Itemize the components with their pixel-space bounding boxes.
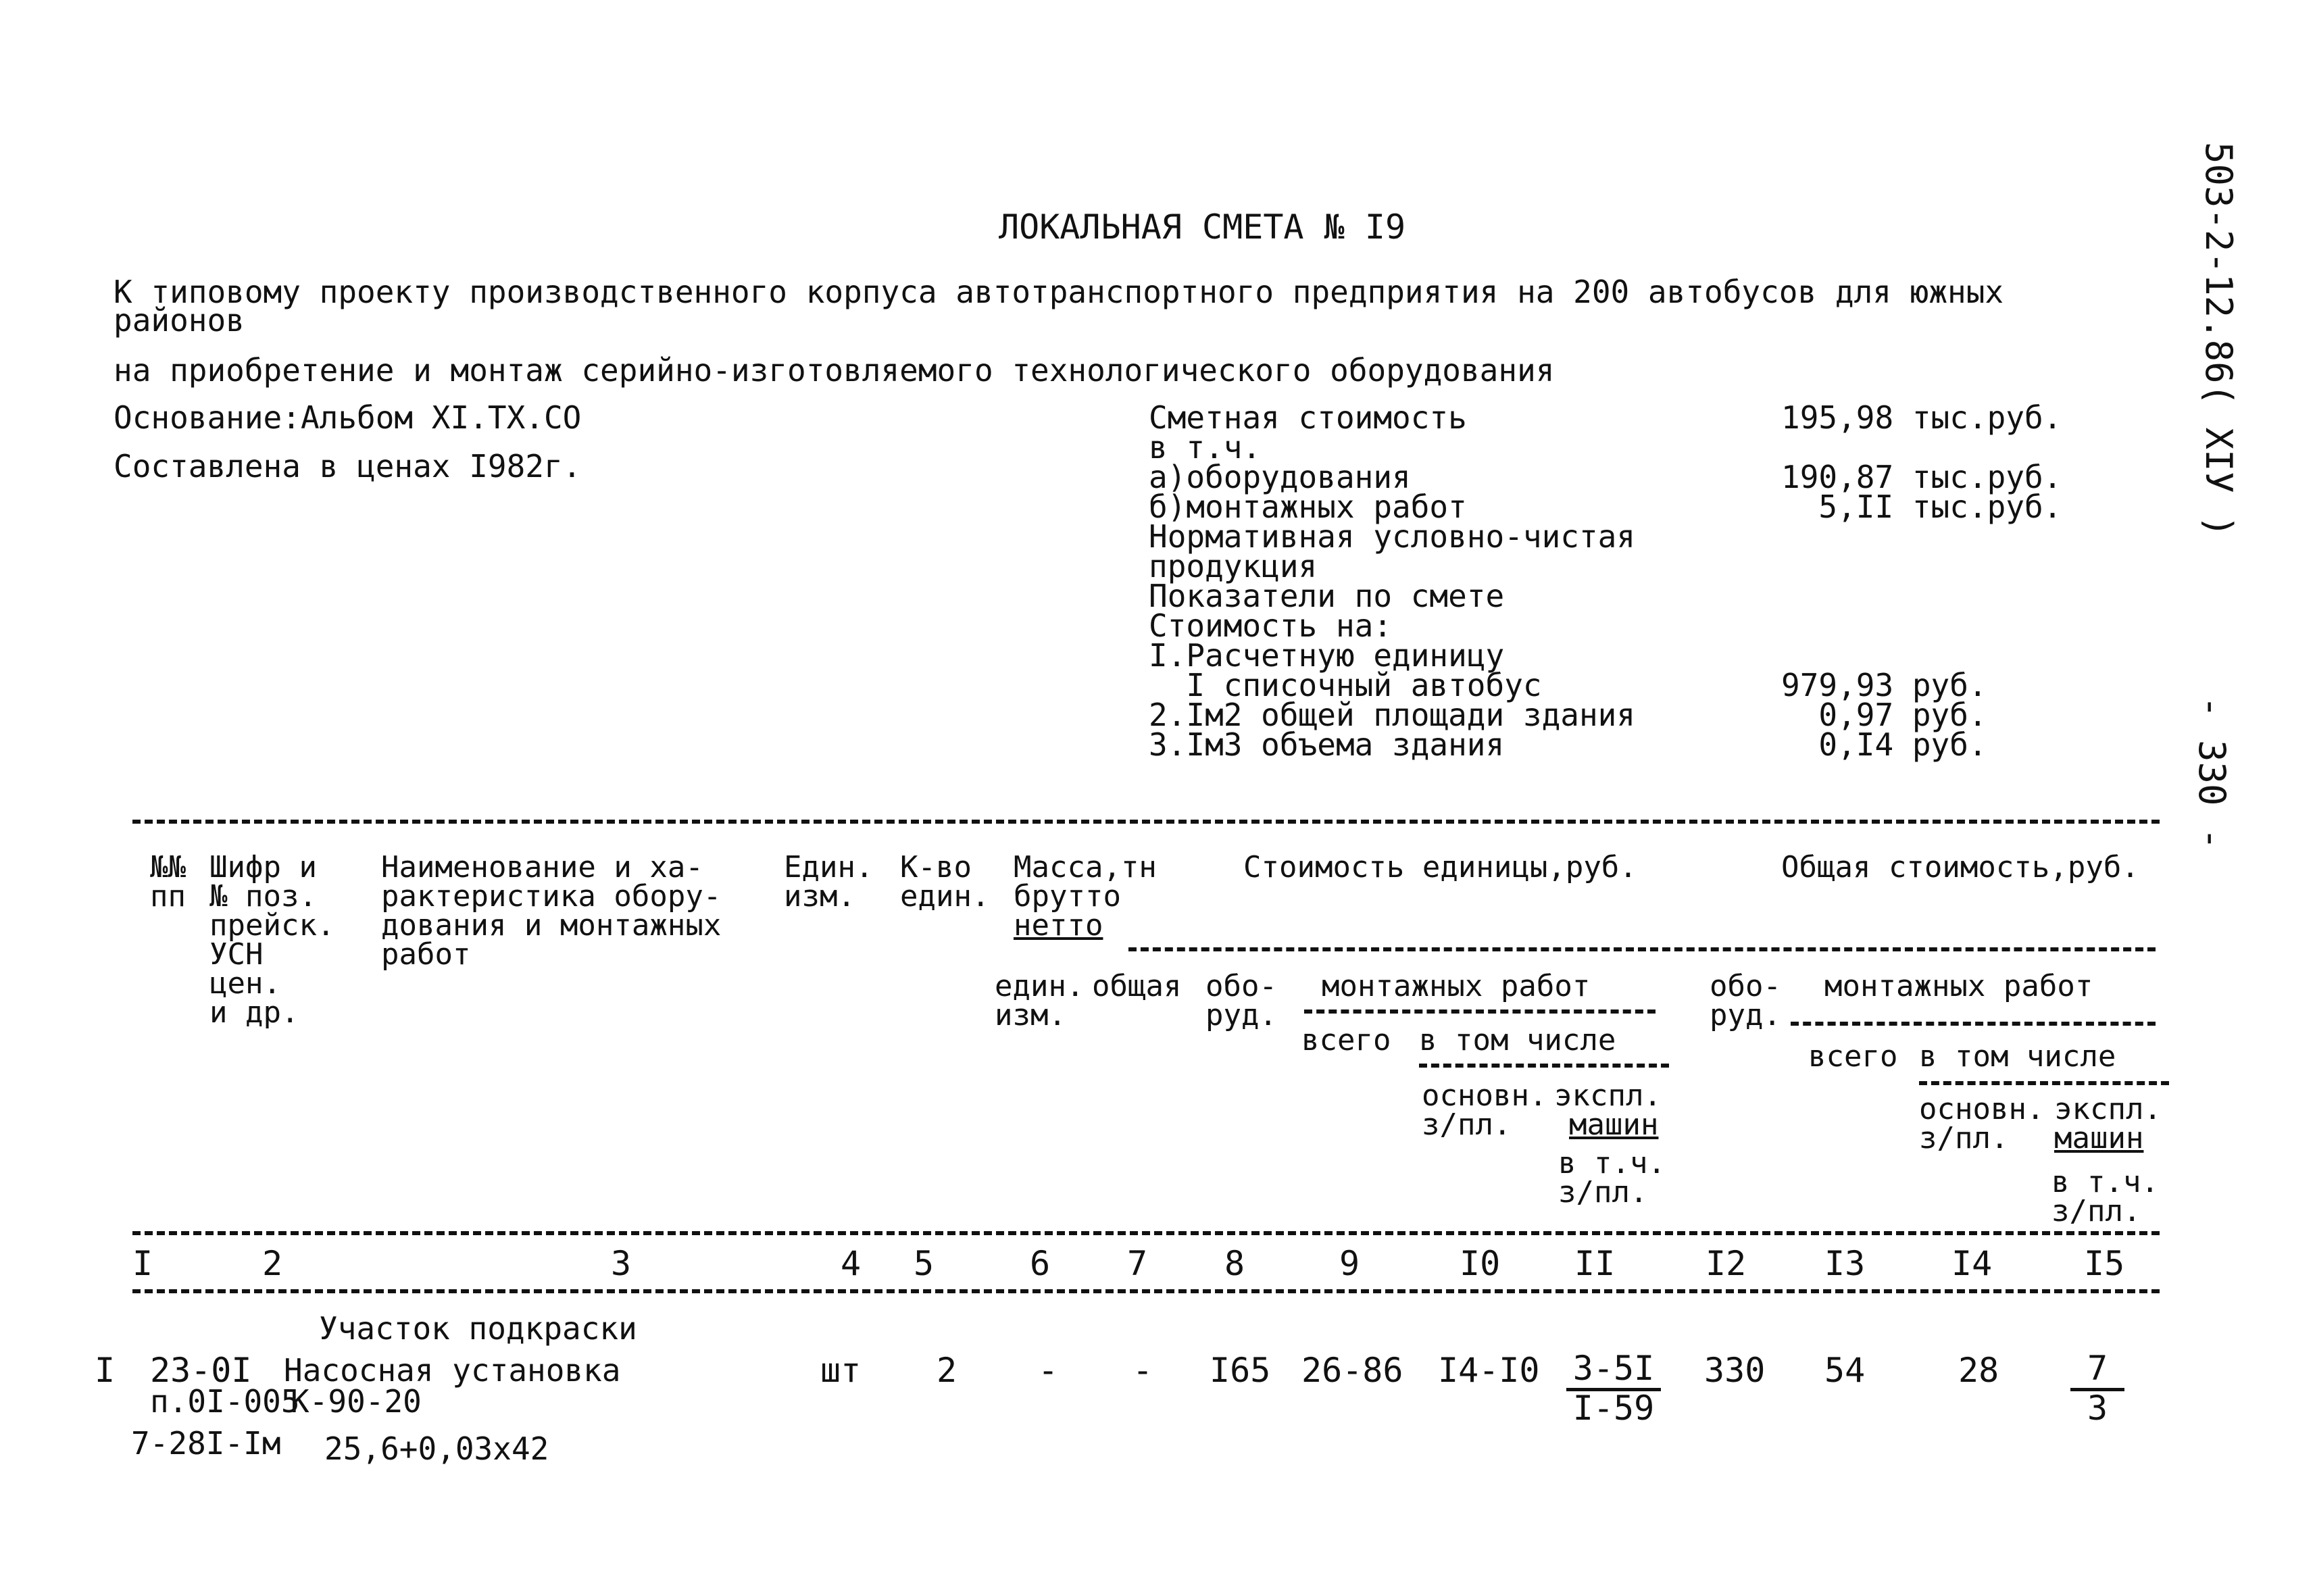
header-mount-total-all: всего	[1808, 1039, 1898, 1074]
row-unit: шт	[820, 1351, 862, 1390]
header-equip-total: обо- руд.	[1710, 969, 1781, 1032]
header-machine-unit-u: машин	[1569, 1107, 1659, 1142]
header-mass-total: общая	[1092, 969, 1182, 1003]
header-num: №№ пп	[150, 850, 186, 914]
col-num-1: I	[132, 1244, 153, 1283]
summary-labels: Сметная стоимость в т.ч. а)оборудования б)монтажных работ Нормативная условно-чистая продукция Показатели по смете Стоимость на: I.Расчетную единицу I списочный автобус 2.Iм2 общей площади здания 3.Iм3 объема здания	[1149, 399, 1636, 763]
col-num-6: 6	[1030, 1244, 1051, 1283]
header-incl-total: в том числе	[1919, 1039, 2116, 1074]
col-num-2: 2	[262, 1244, 283, 1283]
row-machine-total-fraction: $\frac{7}{3}$	[2070, 1351, 2124, 1425]
document-title: ЛОКАЛЬНАЯ СМЕТА № I9	[999, 207, 1406, 247]
basis-text: Основание:Альбом ХІ.ТХ.СО	[114, 399, 582, 436]
side-document-code: 503-2-12.86( ХІУ )	[2197, 142, 2240, 538]
subtitle-line-2: районов	[114, 302, 245, 339]
row-mount-total-all: 54	[1824, 1351, 1866, 1390]
row-base-wage-total: 28	[1958, 1351, 1999, 1390]
section-title: Участок подкраски	[319, 1310, 637, 1347]
table-top-rule	[132, 820, 2160, 824]
col-num-10: I0	[1460, 1244, 1501, 1283]
summary-values: 195,98 тыс.руб. 190,87 тыс.руб. 5,II тыс.руб. 979,93 руб. 0,97 руб. 0,I4 руб.	[1781, 399, 2062, 763]
header-rule-mount-total	[1791, 1022, 2156, 1026]
row-code-line-3: 7-28I-Iм	[131, 1425, 281, 1462]
row-mount-total-unit: 26-86	[1301, 1351, 1403, 1390]
col-num-14: I4	[1951, 1244, 1993, 1283]
row-number: I	[95, 1351, 116, 1390]
prices-text: Составлена в ценах I982г.	[114, 448, 582, 484]
col-num-8: 8	[1224, 1244, 1245, 1283]
col-num-4: 4	[841, 1244, 862, 1283]
header-rule-incl-total	[1919, 1081, 2169, 1085]
subtitle-line-3: на приобретение и монтаж серийно-изготовляемого технологического оборудования	[114, 352, 1555, 389]
header-unit: Един. изм.	[784, 850, 874, 914]
header-rule-incl-unit	[1419, 1064, 1669, 1068]
header-mount-total-unit: всего	[1301, 1023, 1391, 1057]
row-name-line-3: 25,6+0,03х42	[324, 1430, 549, 1467]
row-qty: 2	[937, 1351, 957, 1390]
col-num-12: I2	[1706, 1244, 1747, 1283]
header-machine-wage-unit: в т.ч. з/пл.	[1558, 1146, 1666, 1210]
row-mass-total: -	[1132, 1351, 1153, 1390]
row-name-line-2: К-90-20	[291, 1383, 422, 1420]
row-code-line-2: п.0I-005	[150, 1383, 300, 1420]
header-machine-unit: экспл.	[1554, 1078, 1662, 1113]
row-equip-unit: I65	[1210, 1351, 1271, 1390]
row-name: Насосная установка	[284, 1352, 621, 1389]
row-equip-total: 330	[1704, 1351, 1766, 1390]
header-unit-cost: Стоимость единицы,руб.	[1243, 850, 1637, 884]
header-base-wage-unit: основн. з/пл.	[1422, 1078, 1547, 1142]
header-incl-unit: в том числе	[1419, 1023, 1616, 1057]
header-mass: Масса,тн брутто	[1014, 850, 1157, 914]
row-machine-unit-fraction: $\frac{3-5I}{I-59}$	[1566, 1351, 1661, 1425]
column-numbers-top-rule	[132, 1231, 2160, 1235]
header-machine-wage-total: в т.ч. з/пл.	[2051, 1165, 2159, 1228]
col-num-7: 7	[1127, 1244, 1148, 1283]
col-num-11: II	[1574, 1244, 1616, 1283]
header-mass-netto: нетто	[1014, 908, 1103, 943]
header-rule-mass	[1128, 947, 2156, 951]
header-mount-unit: монтажных работ	[1322, 969, 1591, 1003]
col-num-9: 9	[1339, 1244, 1360, 1283]
col-num-3: 3	[611, 1244, 632, 1283]
column-numbers-bottom-rule	[132, 1289, 2160, 1293]
header-rule-mount-unit	[1304, 1009, 1656, 1014]
col-num-15: I5	[2084, 1244, 2125, 1283]
header-mass-per-unit: един. изм.	[995, 969, 1085, 1032]
header-name: Наименование и ха- рактеристика обору- дования и монтажных работ	[381, 850, 722, 972]
col-num-5: 5	[914, 1244, 935, 1283]
page-number: - 330 -	[2191, 696, 2233, 850]
header-base-wage-total: основн. з/пл.	[1919, 1092, 2045, 1155]
row-mass-unit: -	[1038, 1351, 1059, 1390]
header-machine-total: экспл.	[2054, 1092, 2162, 1126]
header-code: Шифр и № поз. прейск. УСН цен. и др.	[209, 850, 335, 1030]
header-total-cost: Общая стоимость,руб.	[1781, 850, 2139, 884]
header-qty: К-во един.	[900, 850, 990, 914]
subtitle-line-1: К типовому проекту производственного корпуса автотранспортного предприятия на 200 автобусов для южных	[114, 274, 2004, 310]
row-code: 23-0I	[150, 1351, 252, 1390]
header-mount-total: монтажных работ	[1824, 969, 2093, 1003]
header-equip-unit: обо- руд.	[1205, 969, 1277, 1032]
row-base-wage-unit: I4-I0	[1438, 1351, 1540, 1390]
header-machine-total-u: машин	[2054, 1121, 2144, 1155]
col-num-13: I3	[1824, 1244, 1866, 1283]
